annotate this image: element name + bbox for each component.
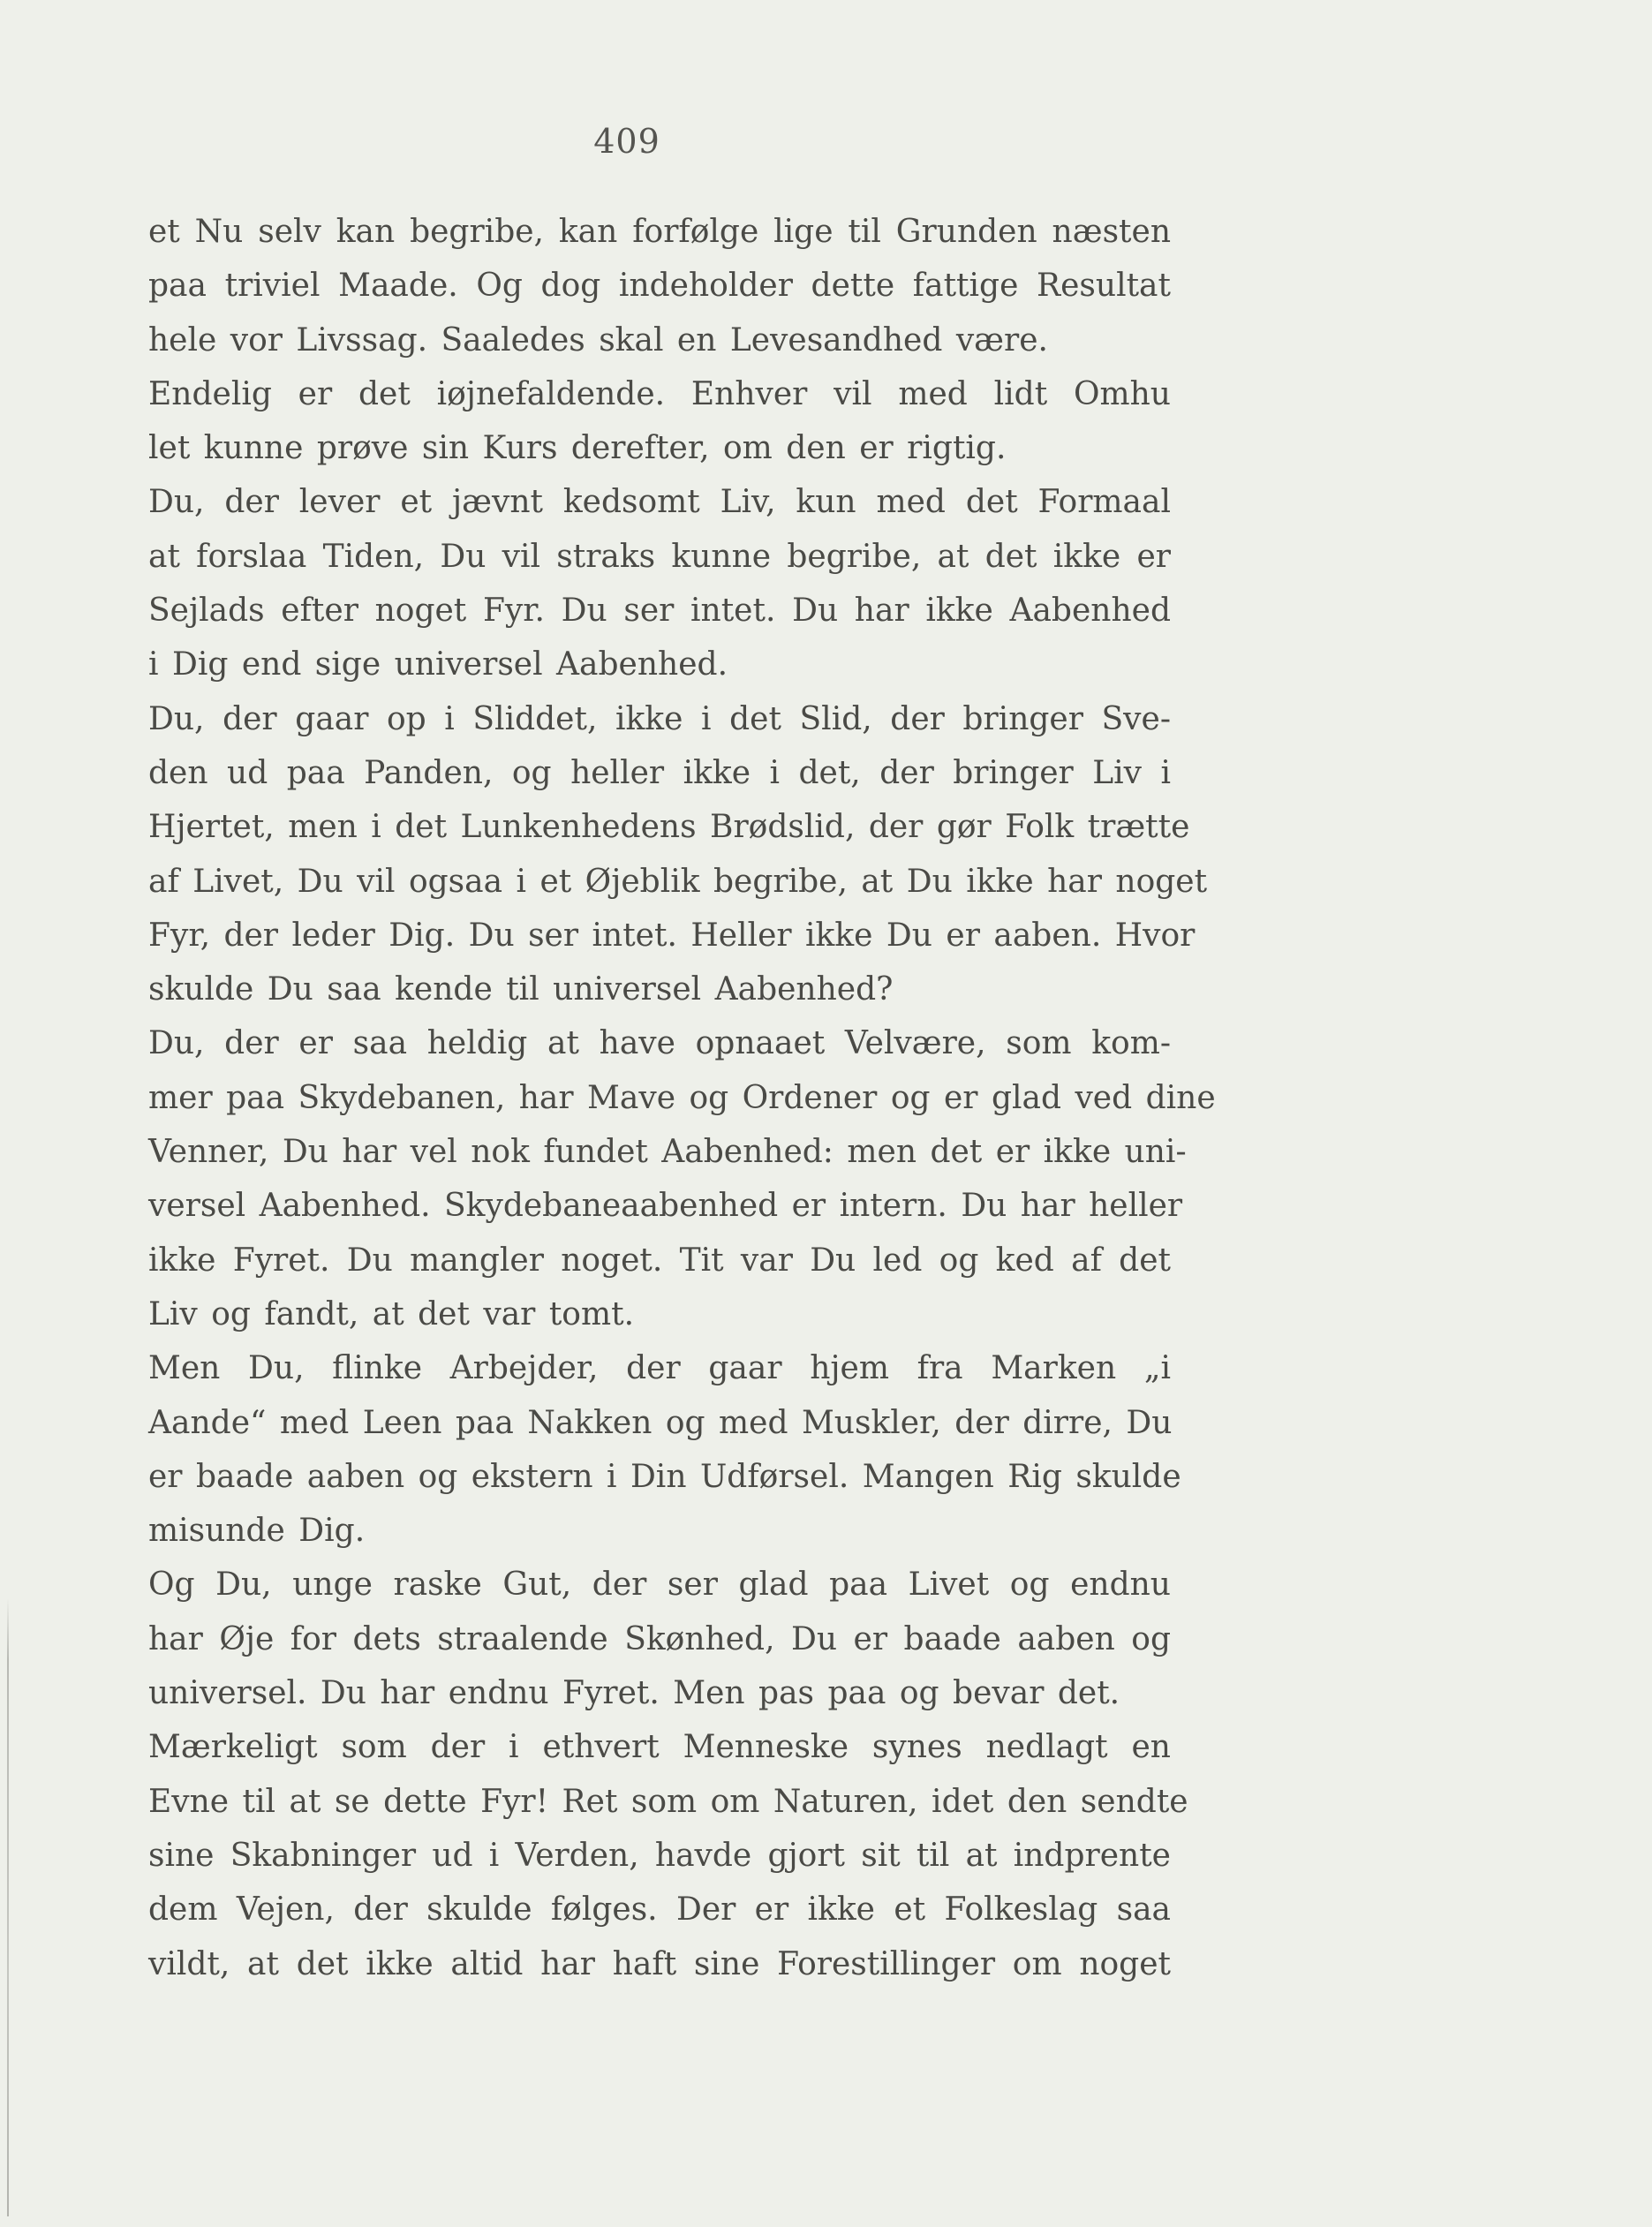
text-line: universel. Du har endnu Fyret. Men pas paa og bevar det. [148,1675,1120,1712]
text-line: Du, der er saa heldig at have opnaaet Velvære, som kom- [148,1025,1171,1062]
text-line: Mærkeligt som der i ethvert Menneske synes nedlagt en [148,1729,1171,1766]
page-number: 409 [593,122,660,161]
body-text [148,205,1216,1991]
text-line: paa triviel Maade. Og dog indeholder dette fattige Resultat [148,268,1171,305]
text-line: i Dig end sige universel Aabenhed. [148,646,728,683]
text-line: Venner, Du har vel nok fundet Aabenhed: men det er ikke uni- [148,1134,1187,1171]
text-line: vildt, at det ikke altid har haft sine Forestillinger om noget [148,1945,1171,1982]
text-line: dem Vejen, der skulde følges. Der er ikke et Folkeslag saa [148,1891,1171,1929]
text-line: Og Du, unge raske Gut, der ser glad paa Livet og endnu [148,1566,1171,1604]
text-line: Du, der gaar op i Sliddet, ikke i det Slid, der bringer Sve- [148,700,1171,737]
text-line: Aande“ med Leen paa Nakken og med Muskler, der dirre, Du [148,1404,1173,1441]
text-line: mer paa Skydebanen, har Mave og Ordener og er glad ved dine [148,1079,1216,1116]
text-line: Sejlads efter noget Fyr. Du ser intet. Du har ikke Aabenhed [148,593,1171,630]
page-edge-shadow [7,1598,9,2216]
text-line: ikke Fyret. Du mangler noget. Tit var Du led og ked af det [148,1242,1171,1279]
text-line: skulde Du saa kende til universel Aabenhed? [148,971,894,1008]
text-line: er baade aaben og ekstern i Din Udførsel. Mangen Rig skulde [148,1458,1181,1495]
text-line: hele vor Livssag. Saaledes skal en Levesandhed være. [148,321,1048,359]
text-line: Liv og fandt, at det var tomt. [148,1295,635,1332]
text-line: Du, der lever et jævnt kedsomt Liv, kun med det Formaal [148,484,1171,521]
text-line: sine Skabninger ud i Verden, havde gjort sit til at indprente [148,1837,1171,1874]
text-line: har Øje for dets straalende Skønhed, Du er baade aaben og [148,1620,1171,1657]
text-line: let kunne prøve sin Kurs derefter, om den er rigtig. [148,430,1007,467]
text-line: den ud paa Panden, og heller ikke i det, der bringer Liv i [148,754,1171,791]
text-line: Men Du, flinke Arbejder, der gaar hjem fra Marken „i [148,1350,1171,1387]
text-line: misunde Dig. [148,1513,366,1550]
text-line: versel Aabenhed. Skydebaneaabenhed er intern. Du har heller [148,1188,1183,1225]
text-line: Fyr, der leder Dig. Du ser intet. Heller ikke Du er aaben. Hvor [148,917,1196,954]
text-line: Endelig er det iøjnefaldende. Enhver vil med lidt Omhu [148,375,1171,412]
text-line: et Nu selv kan begribe, kan forfølge lige til Grunden næsten [148,214,1171,250]
text-line: at forslaa Tiden, Du vil straks kunne begribe, at det ikke er [148,538,1171,575]
text-line: Hjertet, men i det Lunkenhedens Brødslid, der gør Folk trætte [148,809,1190,846]
text-line: af Livet, Du vil ogsaa i et Øjeblik begribe, at Du ikke har noget [148,863,1208,900]
text-line: Evne til at se dette Fyr! Ret som om Naturen, idet den sendte [148,1783,1188,1820]
